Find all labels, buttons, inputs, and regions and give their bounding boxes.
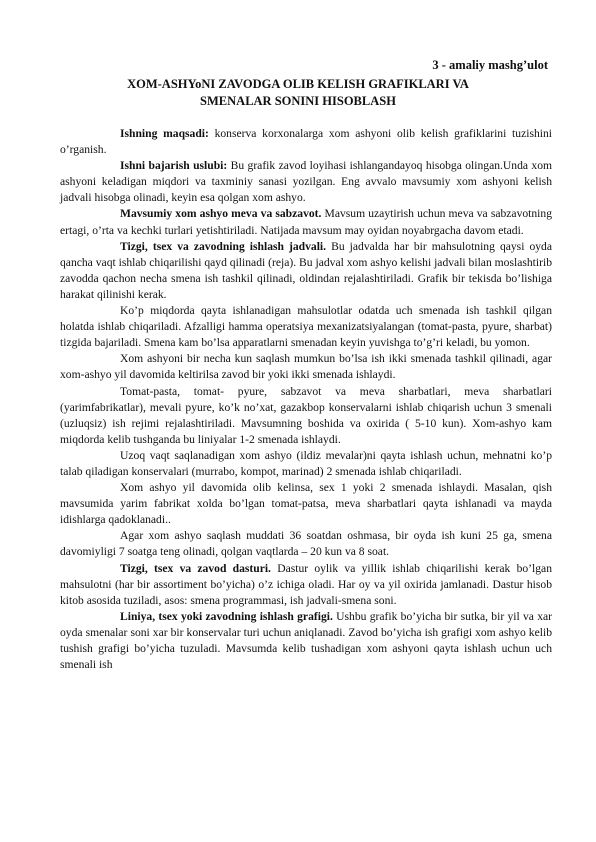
paragraph-text: Xom ashyo yil davomida olib kelinsa, sex 1 yoki 2 smenada ishlaydi. Masalan, qish mavsumida yarim fabrikat xolda bo’lgan tomat-patsa, meva sharbatlari qayta ishlanadi va mayda idishlarga qadoklanadi.. [60,481,552,527]
paragraph-shelf-life [60,528,552,560]
paragraph-text: Agar xom ashyo saqlash muddati 36 soatdan oshmasa, bir oyda ish kuni 25 ga, smena davomiyligi 7 soatga teng olinadi, qolgan vaqtlarda – 20 kun va 8 soat. [60,529,552,559]
paragraph-text: Xom ashyoni bir necha kun saqlash mumkun bo’lsa ish ikki smenada tashkil qilinadi, agar xom-ashyo yil davomida keltirilsa zavod bir yoki ikki smenada ishlaydi. [60,352,552,382]
paragraph-text: Ko’p miqdorda qayta ishlanadigan mahsulotlar odatda uch smenada ish tashkil qilgan holatda ishlab chiqariladi. Afzalligi hamma operatsiya mexanizatsiyalangan (tomat-pasta, pyure, sharbat) tizgida bajariladi. Smena kam bo’lsa apparatlarni smenadan keyin yuvishga to’g’ri keladi, bu yomon. [60,304,552,350]
paragraph-three-shifts [60,303,552,351]
paragraph-long-storage [60,448,552,480]
paragraph-lead: Tizgi, tsex va zavod dasturi. [120,561,271,575]
paragraph-lead: Ishning maqsadi: [120,127,209,140]
paragraph-text: Ushbu grafik bo’yicha bir sutka, bir yil va xar oyda smenalar soni xar bir konservalar turi uchun aniqlanadi. Zavod bo’yicha ish grafigi xom ashyo kelib tushish grafigi bo’yicha tuzuladi. Mavsumda kelib tushadigan xom ashyoni qayta ishlash uchun uch smenali ish [60,609,552,672]
paragraph-text: Bu grafik zavod loyihasi ishlangandayoq hisobga olingan.Unda xom ashyoni keladigan miqdori va taxminiy sanasi yozilgan. Eng avvalo mavsumiy xom ashyoni kelish jadvali hisobga olinadi, keyin esa qolgan xom ashyo. [60,159,553,205]
paragraph-lead: Tizgi, tsex va zavodning ishlash jadvali. [120,239,327,253]
paragraph-seasonal-raw [60,206,552,238]
paragraph-program [60,561,552,609]
paragraph-lead: Mavsumiy xom ashyo meva va sabzavot. [120,207,322,221]
paragraph-objective [60,126,552,158]
paragraph-year-round [60,480,552,528]
paragraph-text: Bu jadvalda har bir mahsulotning qaysi oyda qancha vaqt ishlab chiqarilishi qayd qilinadi (reja). Bu jadval xom ashyo kelishi jadvali bilan moslashtirib zavodda qachon necha smena ish tashkil qilinadi, oldindan rejalashtiriladi. Grafik bir tekisda bo’lishiga harakat qilinishi kerak. [60,239,553,301]
practice-number: 3 - amaliy mashg’ulot [432,58,548,72]
paragraph-storage-shifts [60,351,552,383]
paragraph-continuous-mode [60,384,552,448]
document-title [60,76,536,110]
paragraph-text: konserva korxonalarga xom ashyoni olib kelish grafiklarini tuzishini o’rganish. [60,127,552,157]
paragraph-text: Uzoq vaqt saqlanadigan xom ashyo (ildiz mevalar)ni qayta ishlash uchun, mehnatni ko’p talab qiladigan konservalari (murrabo, kompot, marinad) 2 smenada ishlab chiqariladi. [60,448,552,478]
paragraph-text: Tomat-pasta, tomat- pyure, sabzavot va meva sharbatlari, meva sharbatlari (yarimfabrikatlar), mevali pyure, ko’k no’xat, gazakbop konservalarni ishlab chiqarish uchun 3 smenali (uzluqsiz) ish rejimi rejalashtiriladi. Mavsumning boshida va oxirida ( 5-10 kun). Xom-ashyo kam miqdorda kelib tushganda bu liniyalar 1-2 smenada ishlaydi. [60,384,552,446]
paragraph-lead: Liniya, tsex yoki zavodning ishlash grafigi. [120,609,333,623]
paragraph-line-schedule [60,609,552,673]
paragraph-method [60,158,552,206]
document-body [60,126,552,673]
title-line-2: SMENALAR SONINI HISOBLASH [200,94,396,108]
title-line-1: XOM-ASHYoNI ZAVODGA OLIB KELISH GRAFIKLARI VA [127,77,469,91]
paragraph-lead: Ishni bajarish uslubi: [120,159,228,173]
paragraph-work-schedule [60,239,552,303]
paragraph-text: Mavsum uzaytirish uchun meva va sabzavotning ertagi, o’rta va kechki turlari yetishtiriladi. Natijada mavsum may oyidan noyabrgacha davom etadi. [60,207,552,237]
paragraph-text: Dastur oylik va yillik ishlab chiqarilishi kerak bo’lgan mahsulotni (har bir assortiment bo’yicha) o’z ichiga oladi. Har oy va yil oxirida jamlanadi. Dastur hisob kitob asosida tuziladi, asos: smena programmasi, ish jadvali-smena soni. [60,561,553,607]
